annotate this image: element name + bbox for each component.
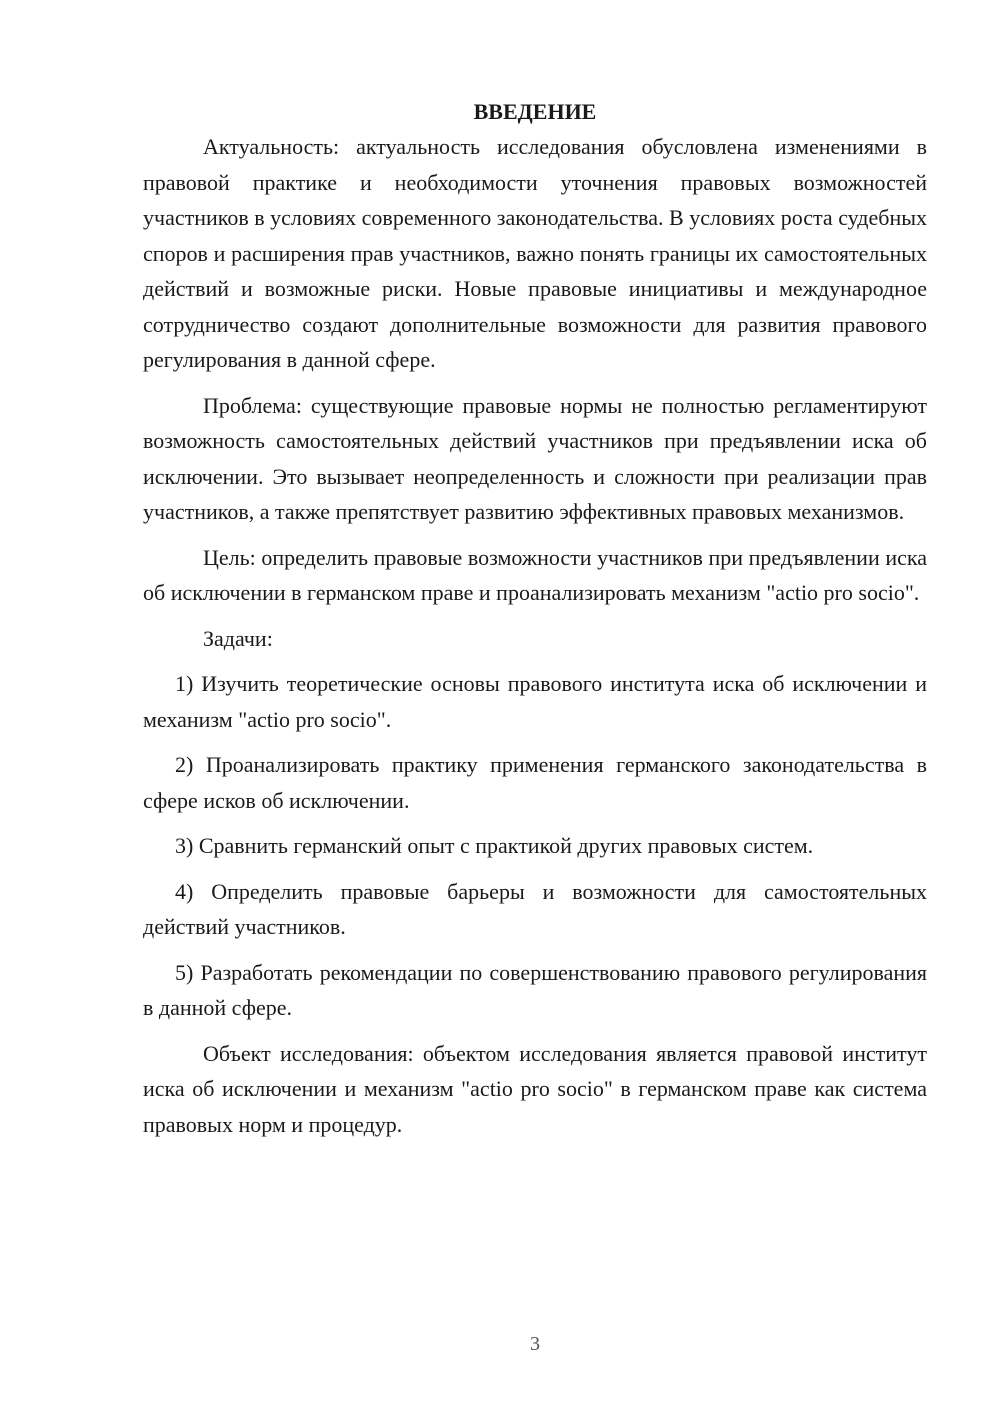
section-title: ВВЕДЕНИЕ — [473, 99, 597, 124]
task-item-4: 4) Определить правовые барьеры и возможности для самостоятельных действий участников. — [143, 878, 927, 939]
task-item-2: 2) Проанализировать практику применения германского законодательства в сфере исков об исключении. — [143, 752, 927, 813]
paragraph-object: Объект исследования: объектом исследования является правовой институт иска об исключении и механизм "actio pro socio" в германском праве как система правовых норм и процедур. — [143, 1040, 927, 1137]
paragraph-problem: Проблема: существующие правовые нормы не полностью регламентируют возможность самостоятельных действий участников при предъявлении иска об исключении. Это вызывает неопределенность и сложности при реализации прав участников, а также препятствует развитию эффективных правовых механизмов. — [143, 392, 927, 524]
paragraph-relevance: Актуальность: актуальность исследования обусловлена изменениями в правовой практике и необходимости уточнения правовых возможностей участников в условиях современного законодательства. В условиях роста судебных споров и расширения прав участников, важно понять границы их самостоятельных действий и возможные риски. Новые правовые инициативы и международное сотрудничество создают дополнительные возможности для развития правового регулирования в данной сфере. — [143, 134, 927, 372]
task-item-3: 3) Сравнить германский опыт с практикой других правовых систем. — [175, 833, 814, 858]
page-number: 3 — [530, 1333, 540, 1355]
task-item-5: 5) Разработать рекомендации по совершенствованию правового регулирования в данной сфере. — [143, 959, 927, 1020]
task-item-1: 1) Изучить теоретические основы правового института иска об исключении и механизм "actio pro socio". — [143, 671, 927, 732]
paragraph-goal: Цель: определить правовые возможности участников при предъявлении иска об исключении в германском праве и проанализировать механизм "actio pro socio". — [143, 544, 927, 605]
page-content — [143, 94, 927, 1152]
tasks-heading: Задачи: — [203, 625, 273, 651]
